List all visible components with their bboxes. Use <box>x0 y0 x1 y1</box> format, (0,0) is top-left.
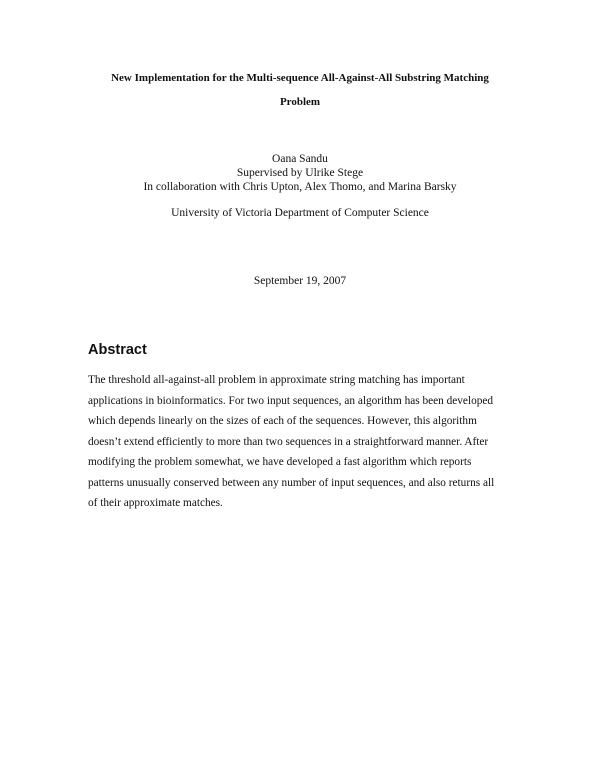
author-name: Oana Sandu <box>272 153 328 165</box>
abstract-line: modifying the problem somewhat, we have developed a fast algorithm which reports <box>88 456 472 468</box>
paper-title <box>80 66 520 114</box>
supervisor-line: Supervised by Ulrike Stege <box>236 167 364 179</box>
abstract-line: patterns unusually conserved between any number of input sequences, and also returns all <box>88 476 495 489</box>
paper-title-line-2: Problem <box>279 96 321 108</box>
abstract-line: which depends linearly on the sizes of each of the sequences. However, this algorithm <box>88 415 477 427</box>
paper-title-line-1: New Implementation for the Multi-sequence All-Against-All Substring Matching <box>111 72 489 84</box>
abstract-line: applications in bioinformatics. For two input sequences, an algorithm has been developed <box>88 394 494 407</box>
abstract-heading: Abstract <box>88 342 147 358</box>
author-block <box>80 152 520 194</box>
abstract-line: of their approximate matches. <box>88 497 223 509</box>
publication-date: September 19, 2007 <box>253 275 347 287</box>
affiliation: University of Victoria Department of Computer Science <box>171 207 429 219</box>
abstract-line: doesn’t extend efficiently to more than two sequences in a straightforward manner. After <box>88 435 489 448</box>
collaboration-line: In collaboration with Chris Upton, Alex Thomo, and Marina Barsky <box>143 181 457 193</box>
abstract-line: The threshold all-against-all problem in approximate string matching has important <box>88 374 465 386</box>
abstract-body <box>88 370 528 514</box>
